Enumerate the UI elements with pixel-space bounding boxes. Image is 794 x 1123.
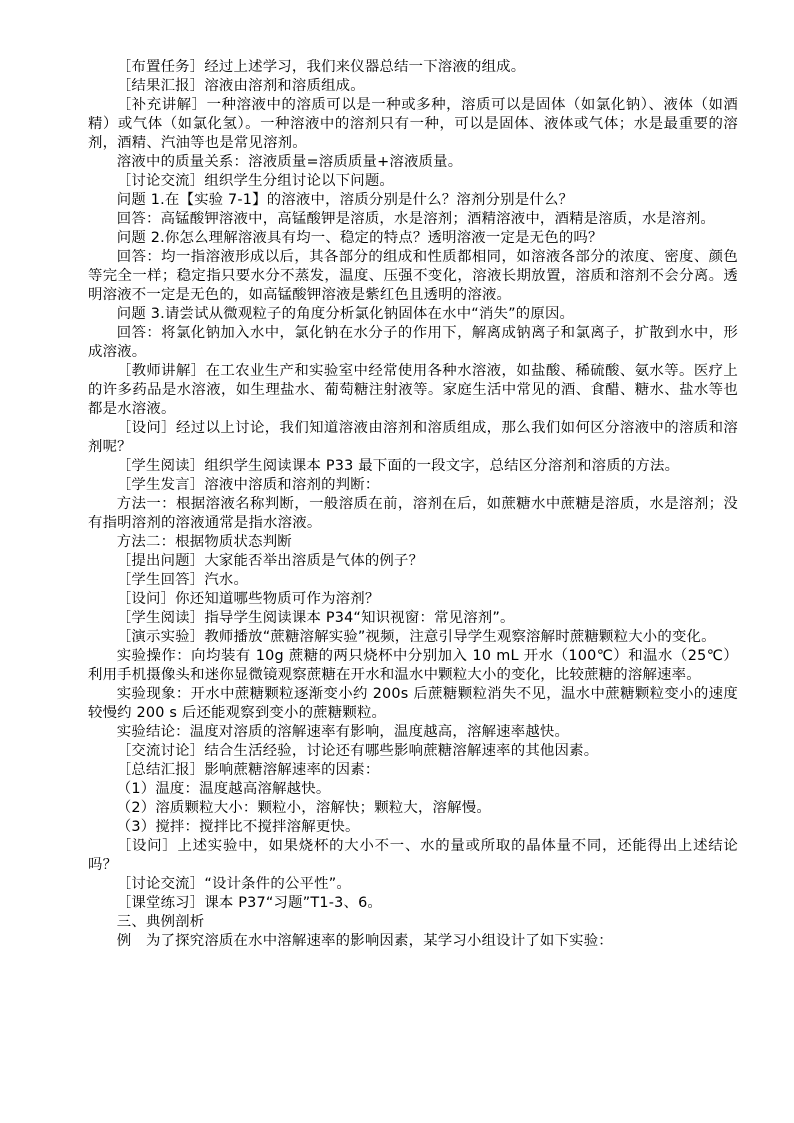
paragraph-answer-2: 回答：均一指溶液形成以后，其各部分的组成和性质都相同，如溶液各部分的浓度、密度、颜色等完全一样；稳定指只要水分不蒸发，温度、压强不变化，溶液长期放置，溶质和溶剂不会分离。透明溶液不一定是无色的，如高锰酸钾溶液是紫红色且透明的溶液。 (88, 249, 738, 303)
paragraph-factor-stirring: （3）搅拌：搅拌比不搅拌溶解更快。 (116, 819, 360, 835)
paragraph-set-question-2: ［设问］你还知道哪些物质可作为溶剂？ (116, 591, 380, 607)
paragraph-answer-3: 回答：将氯化钠加入水中，氯化钠在水分子的作用下，解离成钠离子和氯离子，扩散到水中，形成溶液。 (88, 325, 738, 360)
section-heading-example-analysis: 三、典例剖析 (116, 914, 205, 930)
paragraph-method-1: 方法一：根据溶液名称判断，一般溶质在前，溶剂在后，如蔗糖水中蔗糖是溶质，水是溶剂；没有指明溶剂的溶液通常是指水溶液。 (88, 496, 738, 531)
paragraph-question-3: 问题 3.请尝试从微观粒子的角度分析氯化钠固体在水中“消失”的原因。 (116, 306, 575, 322)
paragraph-factor-particle-size: （2）溶质颗粒大小：颗粒小，溶解快；颗粒大，溶解慢。 (116, 800, 491, 816)
paragraph-answer-1: 回答：高锰酸钾溶液中，高锰酸钾是溶质，水是溶剂；酒精溶液中，酒精是溶质，水是溶剂。 (116, 211, 716, 227)
paragraph-class-exercise: ［课堂练习］课本 P37“习题”T1-3、6。 (116, 895, 383, 911)
paragraph-question-2: 问题 2.你怎么理解溶液具有均一、稳定的特点？透明溶液一定是无色的吗？ (116, 230, 603, 246)
paragraph-supplement-explain: ［补充讲解］一种溶液中的溶质可以是一种或多种，溶质可以是固体（如氯化钠）、液体（如酒精）或气体（如氯化氢）。一种溶液中的溶剂只有一种，可以是固体、液体或气体；水是最重要的溶剂，酒精、汽油等也是常见溶剂。 (88, 97, 738, 151)
paragraph-example: 例 为了探究溶质在水中溶解速率的影响因素，某学习小组设计了如下实验： (116, 933, 613, 949)
paragraph-discussion-fairness: ［讨论交流］“设计条件的公平性”。 (116, 876, 351, 892)
paragraph-factor-temperature: （1）温度：温度越高溶解越快。 (116, 781, 331, 797)
paragraph-question-1: 问题 1.在【实验 7-1】的溶液中，溶质分别是什么？溶剂分别是什么？ (116, 192, 574, 208)
paragraph-discussion: ［讨论交流］组织学生分组讨论以下问题。 (116, 173, 395, 189)
paragraph-student-speech: ［学生发言］溶液中溶质和溶剂的判断： (116, 477, 380, 493)
paragraph-result-report: ［结果汇报］溶液由溶剂和溶质组成。 (116, 78, 365, 94)
lesson-plan-body (88, 58, 738, 951)
paragraph-experiment-phenomenon: 实验现象：开水中蔗糖颗粒逐渐变小约 200s 后蔗糖颗粒消失不见，温水中蔗糖颗粒变小的速度较慢约 200 s 后还能观察到变小的蔗糖颗粒。 (88, 686, 738, 721)
paragraph-demo-experiment: ［演示实验］教师播放“蔗糖溶解实验”视频，注意引导学生观察溶解时蔗糖颗粒大小的变化。 (116, 629, 716, 645)
paragraph-teacher-explain: ［教师讲解］在工农业生产和实验室中经常使用各种水溶液，如盐酸、稀硫酸、氨水等。医疗上的许多药品是水溶液，如生理盐水、葡萄糖注射液等。家庭生活中常见的酒、食醋、糖水、盐水等也都是水溶液。 (88, 363, 738, 417)
paragraph-experiment-conclusion: 实验结论：温度对溶质的溶解速率有影响，温度越高，溶解速率越快。 (116, 724, 570, 740)
paragraph-student-answer: ［学生回答］汽水。 (116, 572, 249, 588)
paragraph-set-question-1: ［设问］经过以上讨论，我们知道溶液由溶剂和溶质组成，那么我们如何区分溶液中的溶质和溶剂呢？ (88, 420, 738, 455)
paragraph-set-question-3: ［设问］上述实验中，如果烧杯的大小不一、水的量或所取的晶体量不同，还能得出上述结论吗？ (88, 838, 738, 873)
paragraph-exchange-discussion: ［交流讨论］结合生活经验，讨论还有哪些影响蔗糖溶解速率的其他因素。 (116, 743, 599, 759)
paragraph-experiment-operation: 实验操作：向均装有 10g 蔗糖的两只烧杯中分别加入 10 mL 开水（100℃）和温水（25℃）利用手机摄像头和迷你显微镜观察蔗糖在开水和温水中颗粒大小的变化，比较蔗糖的溶解速率。 (88, 648, 738, 683)
paragraph-assign-task: ［布置任务］经过上述学习，我们来仪器总结一下溶液的组成。 (116, 59, 526, 75)
paragraph-summary-report: ［总结汇报］影响蔗糖溶解速率的因素： (116, 762, 380, 778)
paragraph-mass-relation: 溶液中的质量关系：溶液质量=溶质质量+溶液质量。 (116, 154, 463, 170)
paragraph-raise-question: ［提出问题］大家能否举出溶质是气体的例子？ (116, 553, 424, 569)
paragraph-student-reading-2: ［学生阅读］指导学生阅读课本 P34“知识视窗：常见溶剂”。 (116, 610, 515, 626)
paragraph-student-reading-1: ［学生阅读］组织学生阅读课本 P33 最下面的一段文字，总结区分溶剂和溶质的方法。 (116, 458, 680, 474)
paragraph-method-2: 方法二：根据物质状态判断 (116, 534, 292, 550)
